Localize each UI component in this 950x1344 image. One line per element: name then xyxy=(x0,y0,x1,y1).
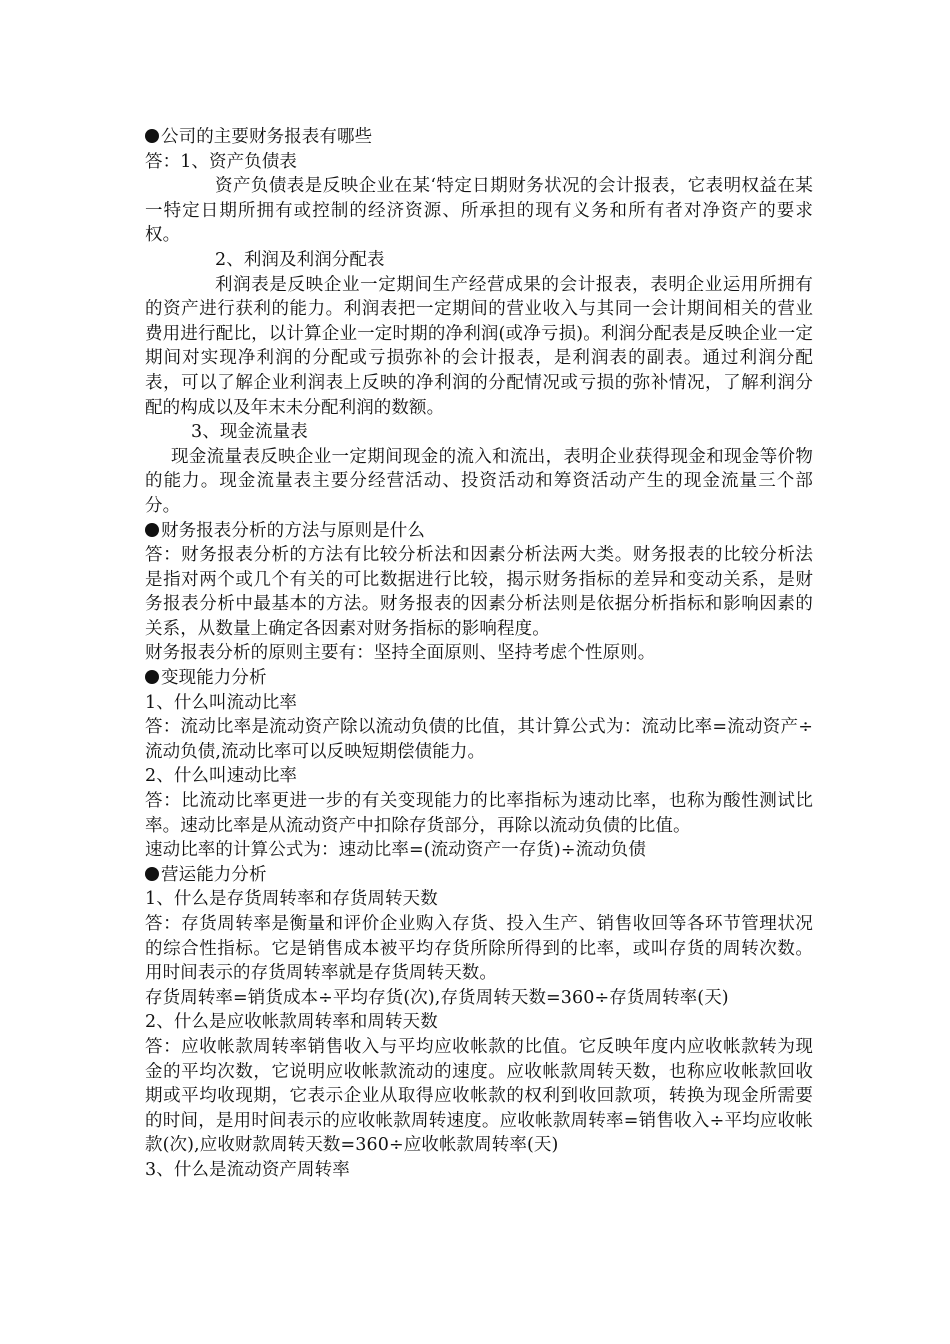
bullet-icon xyxy=(145,523,159,537)
subheading-income-statement: 2、利润及利润分配表 xyxy=(215,249,385,270)
bullet-icon xyxy=(145,129,159,143)
subheading-inventory-turnover: 1、什么是存货周转率和存货周转天数 xyxy=(145,889,438,910)
subheading-cash-flow: 3、现金流量表 xyxy=(191,422,308,443)
paragraph-analysis-principles: 财务报表分析的原则主要有：坚持全面原则、坚持考虑个性原则。 xyxy=(145,643,656,664)
section-heading-financial-statements: 公司的主要财务报表有哪些 xyxy=(145,125,813,150)
paragraph-analysis-methods: 答：财务报表分析的方法有比较分析法和因素分析法两大类。财务报表的比较分析法是指对两个或几个有关的可比数据进行比较，揭示财务指标的差异和变动关系，是财务报表分析中最基本的方法。财务报表的因素分析法则是依据分析指标和影响因素的关系，从数量上确定各因素对财务指标的影响程度。 xyxy=(145,545,813,639)
paragraph-quick-ratio: 答：比流动比率更进一步的有关变现能力的比率指标为速动比率，也称为酸性测试比率。速动比率是从流动资产中扣除存货部分，再除以流动负债的比值。 xyxy=(145,791,813,836)
paragraph-inventory-turnover: 答：存货周转率是衡量和评价企业购入存货、投入生产、销售收回等各环节管理状况的综合性指标。它是销售成本被平均存货所除所得到的比率，或叫存货的周转次数。用时间表示的存货周转率就是存货周转天数。 xyxy=(145,914,813,984)
paragraph-inventory-formula: 存货周转率=销货成本÷平均存货(次),存货周转天数=360÷存货周转率(天) xyxy=(145,987,729,1008)
subheading-current-ratio: 1、什么叫流动比率 xyxy=(145,692,298,713)
paragraph-quick-ratio-formula: 速动比率的计算公式为：速动比率=(流动资产一存货)÷流动负债 xyxy=(145,840,646,861)
bullet-icon xyxy=(145,670,159,684)
paragraph-receivables-turnover: 答：应收帐款周转率销售收入与平均应收帐款的比值。它反映年度内应收帐款转为现金的平均次数，它说明应收帐款流动的速度。应收帐款周转天数，也称应收帐款回收期或平均收现期，它表示企业从取得应收帐款的权利到收回款项，转换为现金所需要的时间，是用时间表示的应收帐款周转速度。应收帐款周转率=销售收入÷平均应收帐款(次),应收财款周转天数=360÷应收帐款周转率(天) xyxy=(145,1036,813,1156)
paragraph-balance-sheet: 资产负债表是反映企业在某‘特定日期财务状况的会计报表，它表明权益在某一特定日期所拥有或控制的经济资源、所承担的现有义务和所有者对净资产的要求权。 xyxy=(145,176,813,246)
document-body xyxy=(145,125,813,1183)
paragraph-income-statement: 利润表是反映企业一定期间生产经营成果的会计报表，表明企业运用所拥有的资产进行获利的能力。利润表把一定期间的营业收入与其同一会计期间相关的营业费用进行配比，以计算企业一定时期的净利润(或净亏损)。利润分配表是反映企业一定期间对实现净利润的分配或亏损弥补的会计报表，是利润表的副表。通过利润分配表，可以了解企业利润表上反映的净利润的分配情况或亏损的弥补情况，了解利润分配的构成以及年末未分配利润的数额。 xyxy=(145,274,813,418)
subheading-current-asset-turnover: 3、什么是流动资产周转率 xyxy=(145,1159,350,1180)
section-heading-operating-capacity: 营运能力分析 xyxy=(145,863,813,888)
section-heading-liquidity: 变现能力分析 xyxy=(145,666,813,691)
answer-line: 答：1、资产负债表 xyxy=(145,151,298,172)
paragraph-cash-flow: 现金流量表反映企业一定期间现金的流入和流出，表明企业获得现金和现金等价物的能力。现金流量表主要分经营活动、投资活动和筹资活动产生的现金流量三个部分。 xyxy=(145,446,813,516)
section-heading-analysis-methods: 财务报表分析的方法与原则是什么 xyxy=(145,519,813,544)
bullet-icon xyxy=(145,867,159,881)
subheading-receivables-turnover: 2、什么是应收帐款周转率和周转天数 xyxy=(145,1012,438,1033)
paragraph-current-ratio: 答：流动比率是流动资产除以流动负债的比值，其计算公式为：流动比率=流动资产÷流动负债,流动比率可以反映短期偿债能力。 xyxy=(145,717,813,762)
subheading-quick-ratio: 2、什么叫速动比率 xyxy=(145,766,298,787)
